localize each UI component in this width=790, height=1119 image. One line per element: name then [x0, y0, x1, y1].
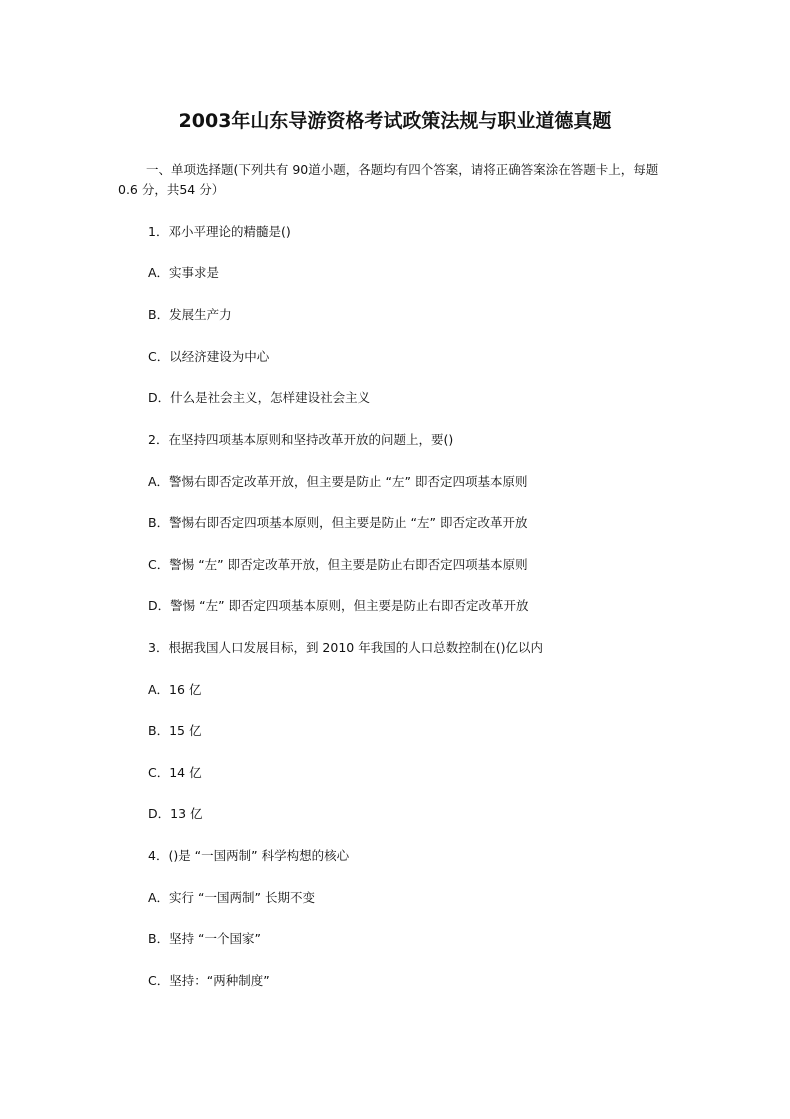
- option-3d: D．13 亿: [148, 806, 203, 821]
- option-1d: D．什么是社会主义，怎样建设社会主义: [148, 390, 371, 405]
- option-4a: A．实行 “一国两制” 长期不变: [148, 890, 315, 905]
- option-1c: C．以经济建设为中心: [148, 349, 270, 364]
- option-3b: B．15 亿: [148, 723, 202, 738]
- document-title: 2003年山东导游资格考试政策法规与职业道德真题: [178, 110, 612, 132]
- question-2: 2．在坚持四项基本原则和坚持改革开放的问题上，要(): [148, 432, 454, 447]
- option-2b: B．警惕右即否定四项基本原则，但主要是防止 “左” 即否定改革开放: [148, 515, 528, 530]
- question-4: 4．()是 “一国两制” 科学构想的核心: [148, 848, 350, 863]
- option-1a: A．实事求是: [148, 265, 220, 280]
- option-2c: C．警惕 “左” 即否定改革开放，但主要是防止右即否定四项基本原则: [148, 557, 528, 572]
- option-1b: B．发展生产力: [148, 307, 232, 322]
- section-intro: 一、单项选择题(下列共有 90道小题，各题均有四个答案，请将正确答案涂在答题卡上，每题 0.6 分，共54 分）: [118, 162, 659, 197]
- option-3a: A．16 亿: [148, 682, 202, 697]
- option-2d: D．警惕 “左” 即否定四项基本原则，但主要是防止右即否定改革开放: [148, 598, 529, 613]
- option-4b: B．坚持 “一个国家”: [148, 931, 262, 946]
- question-3: 3．根据我国人口发展目标，到 2010 年我国的人口总数控制在()亿以内: [148, 640, 543, 655]
- question-1: 1．邓小平理论的精髓是(): [148, 224, 291, 239]
- option-4c: C．坚持：“两种制度”: [148, 973, 270, 988]
- option-2a: A．警惕右即否定改革开放，但主要是防止 “左” 即否定四项基本原则: [148, 474, 528, 489]
- option-3c: C．14 亿: [148, 765, 202, 780]
